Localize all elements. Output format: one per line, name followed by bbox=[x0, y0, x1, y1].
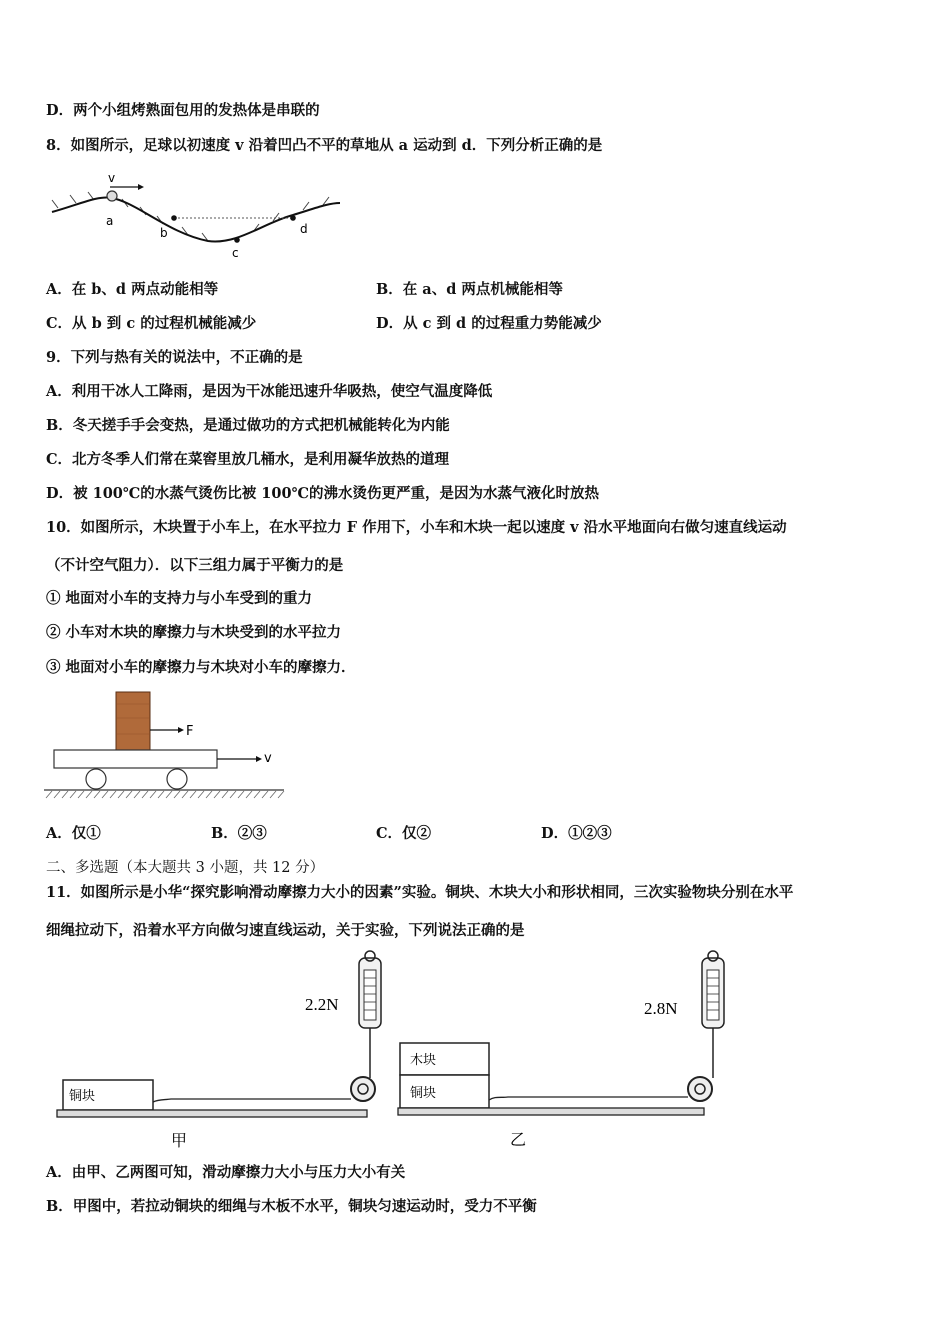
q8-option-c: C．从 b 到 c 的过程机械能减少 bbox=[46, 315, 257, 332]
q8-option-a: A．在 b、d 两点动能相等 bbox=[46, 281, 219, 298]
q8-label-v: v bbox=[108, 171, 116, 185]
q11-figure-right bbox=[398, 950, 728, 1150]
q10-item3: ③ 地面对小车的摩擦力与木块对小车的摩擦力． bbox=[46, 659, 356, 676]
q10-option-a: A．仅① bbox=[46, 825, 101, 842]
q10-label-v: v bbox=[264, 751, 272, 766]
q10-stem-line2: （不计空气阻力）．以下三组力属于平衡力的是 bbox=[46, 557, 344, 574]
q10-option-b: B．②③ bbox=[211, 825, 267, 842]
q8-label-d: d bbox=[300, 222, 308, 236]
q11-left-reading: 2.2N bbox=[305, 995, 339, 1014]
q11-right-block-bottom: 铜块 bbox=[410, 1086, 437, 1101]
q11-right-reading: 2.8N bbox=[644, 999, 678, 1018]
q8-option-d: D．从 c 到 d 的过程重力势能减少 bbox=[376, 315, 602, 332]
q9-option-c: C．北方冬季人们常在菜窖里放几桶水，是利用凝华放热的道理 bbox=[46, 451, 450, 468]
q10-stem-line1: 10．如图所示，木块置于小车上，在水平拉力 F 作用下，小车和木块一起以速度 v 沿水平地面向右做匀速直线运动 bbox=[46, 519, 787, 536]
q11-right-block-top: 木块 bbox=[410, 1053, 437, 1068]
q10-item1: ① 地面对小车的支持力与小车受到的重力 bbox=[46, 590, 313, 607]
q9-option-d: D．被 100℃的水蒸气烫伤比被 100℃的沸水烫伤更严重，是因为水蒸气液化时放热 bbox=[46, 485, 599, 502]
q11-right-caption: 乙 bbox=[510, 1130, 527, 1149]
q8-figure bbox=[48, 165, 348, 265]
q9-option-a: A．利用干冰人工降雨，是因为干冰能迅速升华吸热，使空气温度降低 bbox=[46, 383, 493, 400]
q11-stem-line2: 细绳拉动下，沿着水平方向做匀速直线运动，关于实验，下列说法正确的是 bbox=[46, 922, 525, 939]
q7-option-d: D．两个小组烤熟面包用的发热体是串联的 bbox=[46, 102, 320, 119]
q8-label-b: b bbox=[160, 226, 168, 240]
q8-label-c: c bbox=[232, 246, 239, 260]
q10-figure bbox=[44, 690, 294, 805]
q10-label-f: F bbox=[186, 724, 194, 739]
q9-stem: 9．下列与热有关的说法中，不正确的是 bbox=[46, 349, 303, 366]
q10-option-d: D．①②③ bbox=[541, 825, 612, 842]
q11-left-caption: 甲 bbox=[171, 1131, 188, 1150]
q8-label-a: a bbox=[106, 214, 114, 228]
q9-option-b: B．冬天搓手手会变热，是通过做功的方式把机械能转化为内能 bbox=[46, 417, 450, 434]
q11-figure-left bbox=[55, 950, 385, 1150]
q8-option-b: B．在 a、d 两点机械能相等 bbox=[376, 281, 563, 298]
q11-option-b: B．甲图中，若拉动铜块的细绳与木板不水平，铜块匀速运动时，受力不平衡 bbox=[46, 1198, 537, 1215]
q11-option-a: A．由甲、乙两图可知，滑动摩擦力大小与压力大小有关 bbox=[46, 1164, 406, 1181]
q11-stem-line1: 11．如图所示是小华“探究影响滑动摩擦力大小的因素”实验。铜块、木块大小和形状相同，三次实验物块分别在水平 bbox=[46, 884, 794, 901]
q10-item2: ② 小车对木块的摩擦力与木块受到的水平拉力 bbox=[46, 624, 342, 641]
q10-option-c: C．仅② bbox=[376, 825, 432, 842]
q11-left-block: 铜块 bbox=[69, 1089, 96, 1104]
q8-stem: 8．如图所示，足球以初速度 v 沿着凹凸不平的草地从 a 运动到 d．下列分析正确的是 bbox=[46, 137, 603, 154]
section2-heading: 二、多选题（本大题共 3 小题，共 12 分） bbox=[46, 860, 325, 876]
